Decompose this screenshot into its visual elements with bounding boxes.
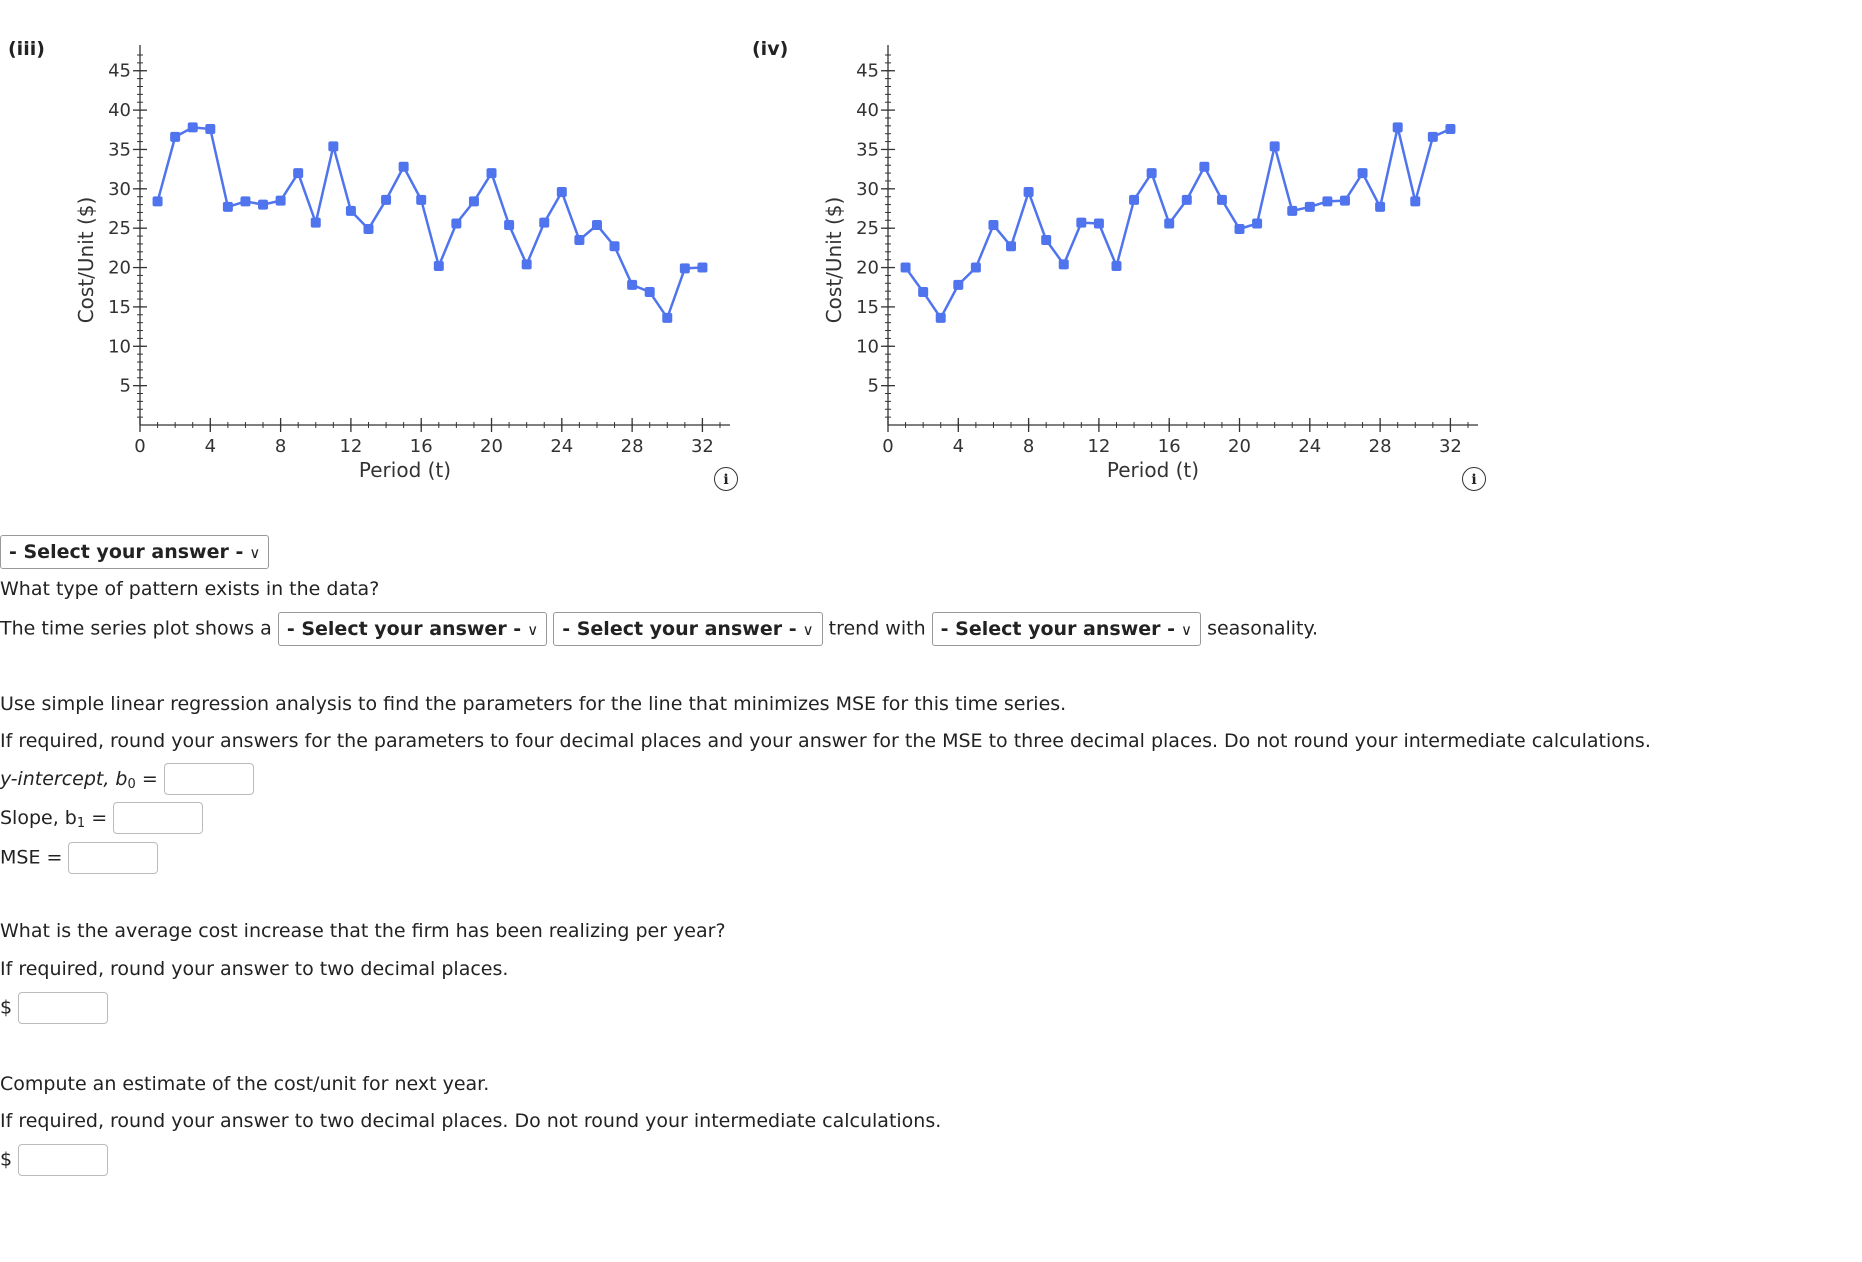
chart-iv-y-tick-label: 25 — [856, 218, 879, 240]
chart-iv-data-point — [1199, 162, 1209, 172]
chart-iii-y-tick-label: 15 — [108, 296, 131, 318]
chart-iii-data-point — [188, 122, 198, 132]
chart-iv-data-point — [1094, 218, 1104, 228]
chart-iv-data-point — [1358, 168, 1368, 178]
chart-iii — [60, 20, 800, 482]
chart-iv-data-point — [1287, 206, 1297, 216]
chart-iii-data-point — [487, 168, 497, 178]
chart-iii-info-icon[interactable]: i — [714, 467, 738, 491]
chart-iii-y-tick-label: 30 — [108, 178, 131, 200]
chart-iv — [808, 20, 1548, 482]
chart-iii-data-point — [539, 218, 549, 228]
trend-shape-select[interactable] — [278, 612, 547, 646]
chart-iii-data-point — [276, 196, 286, 206]
chart-iii-x-axis-title: Period (t) — [358, 458, 452, 482]
chart-iv-data-point — [1076, 218, 1086, 228]
chart-iv-x-axis-title: Period (t) — [1106, 458, 1200, 482]
chart-iii-y-tick-label: 45 — [108, 60, 131, 82]
pattern-select-label: - Select your answer - — [9, 541, 244, 563]
chevron-down-icon: ∨ — [249, 544, 261, 562]
pattern-select[interactable] — [0, 535, 269, 569]
chart-iii-data-point — [416, 195, 426, 205]
chart-iii-data-point — [574, 235, 584, 245]
chart-iv-y-tick-label: 40 — [856, 100, 879, 122]
chart-iii-data-point — [205, 124, 215, 134]
chart-iv-data-point — [1305, 202, 1315, 212]
chart-iv-data-point — [918, 287, 928, 297]
chart-iv-x-tick-label: 32 — [1438, 436, 1462, 457]
avg-increase-question: What is the average cost increase that the firm has been realizing per year? — [0, 920, 726, 942]
chart-iii-data-point — [451, 218, 461, 228]
sentence-prefix: The time series plot shows a — [0, 617, 272, 640]
chevron-down-icon: ∨ — [802, 621, 814, 639]
chart-iv-x-tick-label: 4 — [952, 436, 965, 457]
estimate-input[interactable] — [18, 1144, 108, 1176]
chart-iv-data-point — [1252, 218, 1262, 228]
chart-iii-y-axis-title: Cost/Unit ($) — [74, 196, 98, 324]
chart-iii-x-tick-label: 24 — [550, 436, 574, 457]
avg-increase-input[interactable] — [18, 992, 108, 1024]
chart-iv-data-point — [901, 263, 911, 273]
avg-currency-label: $ — [0, 996, 13, 1019]
chart-iii-data-point — [223, 202, 233, 212]
chart-iv-data-point — [1182, 195, 1192, 205]
chart-iii-data-point — [504, 220, 514, 230]
chart-iii-data-point — [680, 263, 690, 273]
chart-iv-y-tick-label: 15 — [856, 296, 879, 318]
chart-iv-y-tick-label: 5 — [867, 375, 879, 397]
trend-shape-select-label: - Select your answer - — [286, 618, 522, 640]
b1-eq: = — [91, 806, 108, 829]
chart-iv-y-tick-label: 20 — [856, 257, 879, 279]
chart-iv-data-point — [1393, 122, 1403, 132]
b0-input[interactable] — [164, 763, 254, 795]
chart-iv-x-tick-label: 24 — [1298, 436, 1322, 457]
chart-iii-x-tick-label: 32 — [690, 436, 714, 457]
estimate-question: Compute an estimate of the cost/unit for next year. — [0, 1073, 490, 1095]
chart-iii-data-point — [293, 168, 303, 178]
trend-direction-select[interactable] — [553, 612, 822, 646]
chart-iii-data-point — [258, 200, 268, 210]
chart-iv-y-tick-label: 30 — [856, 178, 879, 200]
chart-iv-data-point — [1235, 224, 1245, 234]
chart-iv-data-point — [1024, 187, 1034, 197]
chart-iii-data-point — [557, 187, 567, 197]
chart-iv-x-tick-label: 0 — [882, 436, 894, 457]
chart-iv-data-point — [1006, 241, 1016, 251]
chart-iv-data-point — [1129, 195, 1139, 205]
chevron-down-icon: ∨ — [527, 621, 539, 639]
chart-iv-y-tick-label: 45 — [856, 60, 879, 82]
chart-iv-data-point — [1375, 202, 1385, 212]
chart-iii-data-point — [645, 287, 655, 297]
chart-iv-x-tick-label: 8 — [1022, 436, 1035, 457]
chart-iii-y-tick-label: 10 — [108, 336, 131, 358]
chart-iv-y-tick-label: 35 — [856, 139, 879, 161]
chart-iii-series-line — [158, 127, 703, 318]
chart-iv-data-point — [936, 313, 946, 323]
chart-iv-x-tick-label: 28 — [1368, 436, 1392, 457]
chart-iv-data-point — [1445, 124, 1455, 134]
chart-iv-data-point — [1147, 168, 1157, 178]
chart-iii-data-point — [662, 313, 672, 323]
pattern-question: What type of pattern exists in the data? — [0, 578, 380, 600]
regression-instruction: Use simple linear regression analysis to find the parameters for the line that minimizes MSE for this time series. — [0, 693, 1067, 715]
b0-label — [0, 768, 158, 790]
chart-iv-series-line — [906, 127, 1451, 318]
chart-iii-data-point — [399, 162, 409, 172]
chart-iv-x-tick-label: 12 — [1087, 436, 1111, 457]
chart-iii-y-tick-label: 5 — [119, 375, 131, 397]
chart-iii-x-tick-label: 20 — [480, 436, 503, 457]
chart-iii-x-tick-label: 28 — [620, 436, 644, 457]
chart-iv-data-point — [1041, 235, 1051, 245]
estimate-rounding: If required, round your answer to two decimal places. Do not round your intermediate calculations. — [0, 1110, 942, 1132]
b0-eq: = — [141, 767, 158, 790]
chart-iii-data-point — [592, 220, 602, 230]
b1-label — [0, 807, 107, 829]
chart-iv-data-point — [988, 220, 998, 230]
seasonality-select[interactable] — [932, 612, 1201, 646]
chart-iv-data-point — [1410, 196, 1420, 206]
mse-label: MSE = — [0, 846, 63, 869]
mse-input[interactable] — [68, 842, 158, 874]
b0-label-text: y-intercept, b — [0, 767, 128, 790]
chart-iii-y-tick-label: 40 — [108, 100, 131, 122]
chart-iv-info-icon[interactable]: i — [1462, 467, 1486, 491]
chart-iv-data-point — [1059, 259, 1069, 269]
chart-iv-data-point — [1428, 132, 1438, 142]
avg-increase-rounding: If required, round your answer to two decimal places. — [0, 958, 509, 980]
chart-iii-y-tick-label: 35 — [108, 139, 131, 161]
chart-iv-data-point — [1270, 141, 1280, 151]
chart-iv-y-tick-label: 10 — [856, 336, 879, 358]
chart-iv-label: (iv) — [752, 38, 789, 60]
chart-iii-data-point — [363, 224, 373, 234]
b1-label-text: Slope, b — [0, 806, 77, 829]
estimate-currency-label: $ — [0, 1148, 13, 1171]
chart-iv-data-point — [1340, 196, 1350, 206]
chart-iii-data-point — [469, 196, 479, 206]
chart-iv-data-point — [1217, 195, 1227, 205]
sentence-middle: trend with — [828, 617, 926, 640]
chart-iii-data-point — [240, 196, 250, 206]
chart-iv-data-point — [1322, 196, 1332, 206]
chart-iii-y-tick-label: 25 — [108, 218, 131, 240]
chart-iv-x-tick-label: 20 — [1228, 436, 1251, 457]
chart-iii-label: (iii) — [8, 38, 45, 60]
chart-iii-data-point — [346, 206, 356, 216]
chart-iii-x-tick-label: 4 — [204, 436, 217, 457]
chart-iii-data-point — [434, 261, 444, 271]
chart-iv-x-tick-label: 16 — [1157, 436, 1181, 457]
chart-iv-data-point — [1164, 218, 1174, 228]
chart-iii-data-point — [610, 241, 620, 251]
chart-iii-x-tick-label: 0 — [134, 436, 146, 457]
b1-sub: 1 — [76, 815, 86, 831]
chart-iii-data-point — [522, 259, 532, 269]
chart-iii-data-point — [697, 263, 707, 273]
chart-iii-x-tick-label: 12 — [339, 436, 363, 457]
chart-iii-data-point — [381, 195, 391, 205]
chart-iv-data-point — [1111, 261, 1121, 271]
chart-iii-data-point — [170, 132, 180, 142]
chart-iv-y-axis-title: Cost/Unit ($) — [822, 196, 846, 324]
trend-direction-select-label: - Select your answer - — [562, 618, 797, 640]
b0-sub: 0 — [127, 776, 136, 792]
seasonality-select-label: - Select your answer - — [940, 618, 1176, 640]
chart-iv-data-point — [971, 263, 981, 273]
chart-iv-data-point — [953, 280, 963, 290]
chart-iii-data-point — [153, 196, 163, 206]
chart-iii-data-point — [328, 141, 338, 151]
b1-input[interactable] — [113, 802, 203, 834]
chart-iii-x-tick-label: 8 — [274, 436, 287, 457]
sentence-suffix: seasonality. — [1207, 617, 1319, 640]
chart-iii-x-tick-label: 16 — [409, 436, 433, 457]
chart-iii-y-tick-label: 20 — [108, 257, 131, 279]
chart-iii-data-point — [627, 280, 637, 290]
chart-iii-data-point — [311, 218, 321, 228]
regression-rounding: If required, round your answers for the parameters to four decimal places and your answer for the MSE to three decimal places. Do not round your intermediate calculations. — [0, 730, 1651, 752]
chevron-down-icon: ∨ — [1181, 621, 1193, 639]
